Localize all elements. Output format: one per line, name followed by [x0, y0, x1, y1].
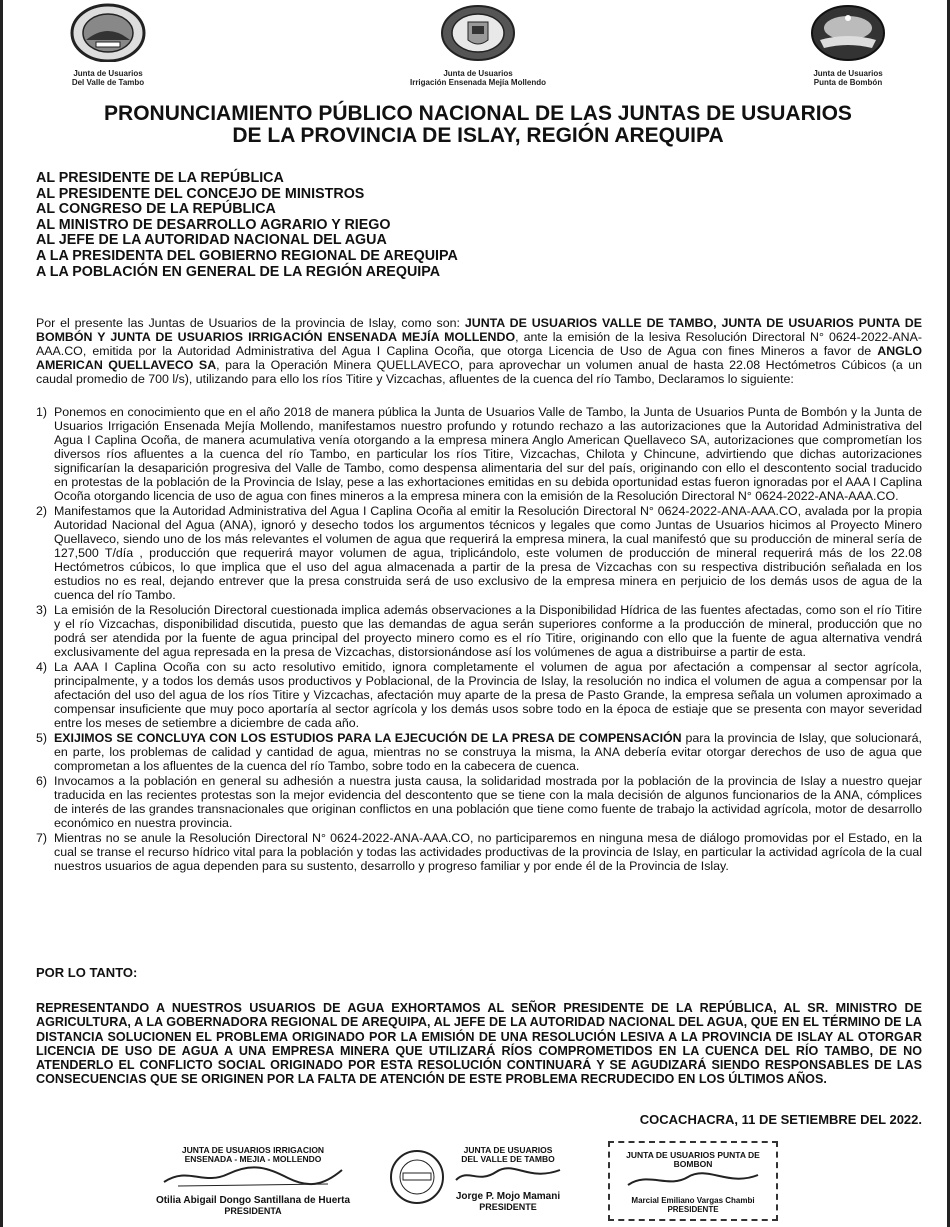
intro-bold-company: ANGLO AMERICAN QUELLAVECO SA [36, 344, 922, 372]
dateline: COCACHACRA, 11 DE SETIEMBRE DEL 2022. [639, 1112, 922, 1127]
point-item [36, 731, 922, 773]
point-text: Mientras no se anule la Resolución Directoral N° 0624-2022-ANA-AAA.CO, no participaremos en ninguna mesa de diálogo promovidas por el Estado, en la cual se transe el recurso hídrico vital para la población y todas las actividades productivas de la provincia de Islay, en particular la actividad agrícola de la cual nuestros usuarios de agua dependen para su sustento, desarrollo y progreso familiar y por ende él de la Provincia de Islay. [54, 831, 922, 873]
point-number: 6) [36, 774, 48, 788]
signatory-name: Marcial Emiliano Vargas Chambi [631, 1196, 755, 1205]
logo-caption-line1: Junta de Usuarios [813, 69, 883, 78]
signatory-role: PRESIDENTA [224, 1206, 282, 1216]
punta-de-bombon-seal-icon [808, 4, 888, 62]
point-item [36, 405, 922, 503]
point-text: Ponemos en conocimiento que en el año 2018 de manera pública la Junta de Usuarios Valle de Tambo, la Junta de Usuarios Punta de Bombón y la Junta de Usuarios Irrigación Ensenada Mejía Mollendo, manifestamos nuestro profundo y rotundo rechazo a las autorizaciones que la Autoridad Administrativa del Agua I Caplina Ocoña, de manera acumulativa venía otorgando a la empresa minera Anglo American Quellaveco SA, autorizaciones que comprometían los diversos ríos afluentes a la cuenca del río Tambo, en particular los ríos Titire, Vizcachas, Chilota y Chincune, advirtiendo que dichas autorizaciones significarían la desaparición progresiva del Valle de Tambo, como despensa alimentaria del sur del país, originando con ello el descontento social traducido en protestas de la población de la Provincia de Islay, pese a las exhortaciones emitidas en su debida oportunidad estas fueron ignoradas por el AAA I Caplina Ocoña otorgando licencia de uso de agua con fines mineros a la empresa minera con la emisión de la Resolución Directoral N° 0624-2022-ANA-AAA.CO. [54, 405, 922, 503]
signatory-name: Jorge P. Mojo Mamani [455, 1191, 561, 1202]
point-text: La emisión de la Resolución Directoral cuestionada implica además observaciones a la Disponibilidad Hídrica de las fuentes afectadas, como son el río Titire y el río Vizcachas, disponibilidad discutida, puesto que las demandas de agua serán superiores conforme a la producción de mineral, producción que no podrá ser atendida por la fuente de agua principal del proyecto minero como es el río Titire, originando con ello que la fuente de agua alternativa vendrá exclusivamente del agua represada en la presa de Vizcachas, distorsionándose así los volúmenes de agua a distribuirse a partir de esta. [54, 603, 922, 659]
valle-de-tambo-seal-icon [68, 2, 148, 62]
intro-text: , para la Operación Minera QUELLAVECO, para aprovechar un volumen anual de hasta 22.08 Hectómetros Cúbicos (a un caudal promedio de 700 l/s), utilizando para ello los ríos Titire y Vizcachas, afluentes de la cuenca del río Tambo, Declaramos lo siguiente: [36, 358, 923, 386]
point-number: 7) [36, 831, 48, 845]
document-title [3, 103, 950, 147]
point-text: para la provincia de Islay, que solucionará, en parte, los problemas de calidad y cantidad de agua, mientras no se construya la misma, la ANA debería evitar otorgar derechos de uso de agua que comprometan a los afluentes de la cuenca del río Tambo, sobre todo en la cabecera de cuenca. [54, 731, 922, 773]
ensenada-mejia-mollendo-seal-icon [438, 4, 518, 62]
point-text: Invocamos a la población en general su adhesión a nuestra justa causa, la solidaridad mostrada por la población de la provincia de Islay a nuestro quejar traducida en las recientes protestas son la mejor evidencia del descontento que se tiene con la mala decisión de algunos funcionarios de la ANA, cómplices de interés de las grandes transnacionales que originan conflictos en una población que tiene como fuente de trabajo la actividad agrícola, motor de desarrollo económico en nuestra provincia. [54, 774, 922, 830]
intro-bold-juntas: JUNTA DE USUARIOS VALLE DE TAMBO, JUNTA DE USUARIOS PUNTA DE BOMBÓN Y JUNTA DE USUARIOS IRRIGACIÓN ENSENADA MEJÍA MOLLENDO [36, 316, 922, 344]
signature-block-punta-bombon [608, 1141, 778, 1221]
recipients-list [36, 171, 458, 280]
point-number: 5) [36, 731, 48, 745]
point-number: 2) [36, 504, 48, 518]
stamp-line: DEL VALLE DE TAMBO [461, 1154, 555, 1164]
logo-caption-line2: Irrigación Ensenada Mejía Mollendo [409, 78, 547, 87]
recipient-line: A LA PRESIDENTA DEL GOBIERNO REGIONAL DE AREQUIPA [36, 247, 458, 264]
point-number: 1) [36, 405, 48, 419]
recipient-line: A LA POBLACIÓN EN GENERAL DE LA REGIÓN AREQUIPA [36, 263, 441, 280]
logo-caption-line1: Junta de Usuarios [73, 69, 143, 78]
round-stamp-icon [388, 1148, 446, 1206]
point-item [36, 774, 922, 830]
intro-paragraph [36, 316, 922, 386]
point-number: 3) [36, 603, 48, 617]
point-number: 4) [36, 660, 48, 674]
point-text: Manifestamos que la Autoridad Administrativa del Agua I Caplina Ocoña al emitir la Resolución Directoral N° 0624-2022-ANA-AAA.CO, avalada por la propia Autoridad Nacional del Agua (ANA), ignoró y desecho todos los argumentos técnicos y legales que como Juntas de Usuarios hicimos al Proyecto Minero Quellaveco, siendo uno de los más relevantes el volumen de agua que requerirá la empresa minera, la cual manifestó que su producción de mineral sería de 127,500 T/día , producción que requerirá mayor volumen de agua, triplicándolo, este volumen de producción de mineral requerirá más de los 22.08 Hectómetros cúbicos, lo que implica que el uso del agua almacenada a partir de la presa de Vizcachas con su respectiva distribución señalada en los estudios no es real, dejando entrever que la presa construida será de uso exclusivo de la empresa minera en perjuicio de los demás usos de agua de la cuenca del río Tambo. [54, 504, 922, 602]
signatory-role: PRESIDENTE [479, 1202, 537, 1212]
intro-text: Por el presente las Juntas de Usuarios de la provincia de Islay, como son: [36, 316, 465, 330]
title-line-1: PRONUNCIAMIENTO PÚBLICO NACIONAL DE LAS JUNTAS DE USUARIOS [104, 102, 852, 125]
point-text: La AAA I Caplina Ocoña con su acto resolutivo emitido, ignora completamente el volumen de agua por afectación a compensar al sector agrícola, principalmente, y a todos los demás usos productivos y Poblacional, de la Provincia de Islay, la resolución no indica el volumen de agua a compensar por la afectación del uso del agua de los ríos Titire y Vizcachas, afectación muy aparte de la presa de Pasto Grande, la empresa señala un volumen aproximado a compensar insuficiente que muy poco aportaría al sector agrícola y los demás usos sobre todo en la época de estiaje que se presenta con mayor severidad entre los meses de setiembre a diciembre de cada año. [54, 660, 922, 730]
recipient-line: AL CONGRESO DE LA REPÚBLICA [36, 201, 276, 218]
declaration-points [36, 405, 922, 874]
recipient-line: AL MINISTRO DE DESARROLLO AGRARIO Y RIEGO [36, 216, 391, 233]
point-item [36, 831, 922, 873]
point-item [36, 504, 922, 602]
recipient-line: AL JEFE DE LA AUTORIDAD NACIONAL DEL AGUA [36, 232, 387, 249]
handwritten-signature-icon [448, 1164, 568, 1186]
handwritten-signature-icon [618, 1169, 768, 1191]
title-line-2: DE LA PROVINCIA DE ISLAY, REGIÓN AREQUIPA [232, 124, 724, 147]
point-bold-text: EXIJIMOS SE CONCLUYA CON LOS ESTUDIOS PARA LA EJECUCIÓN DE LA PRESA DE COMPENSACIÓN [54, 731, 682, 745]
logo-caption-line1: Junta de Usuarios [443, 69, 513, 78]
signatory-name: Otilia Abigail Dongo Santillana de Huerta [155, 1195, 351, 1206]
section-heading: POR LO TANTO: [36, 965, 138, 980]
stamp-line: JUNTA DE USUARIOS [463, 1145, 553, 1155]
intro-text: , ante la emisión de la lesiva Resolución Directoral N° 0624-2022-ANA-AAA.CO, emitida por la Autoridad Administrativa del Agua I Caplina Ocoña, que otorga Licencia de Uso de Agua con fines Mineros a favor de [36, 330, 922, 358]
logo-caption-line2: Del Valle de Tambo [71, 78, 145, 87]
logo-punta-de-bombon [798, 4, 898, 87]
recipient-line: AL PRESIDENTE DE LA REPÚBLICA [36, 170, 284, 186]
logo-caption-line2: Punta de Bombón [813, 78, 883, 87]
point-item [36, 603, 922, 659]
logo-ensenada-mejia-mollendo [403, 4, 553, 87]
point-item [36, 660, 922, 730]
signature-block-valle-tambo [388, 1142, 573, 1218]
closing-paragraph: REPRESENTANDO A NUESTROS USUARIOS DE AGUA EXHORTAMOS AL SEÑOR PRESIDENTE DE LA REPÚBLICA, AL SR. MINISTRO DE AGRICULTURA, A LA GOBERNADORA REGIONAL DE AREQUIPA, AL JEFE DE LA AUTORIDAD NACIONAL DEL AGUA, QUE EN EL TÉRMINO DE LA DISTANCIA SOLUCIONEN EL PROBLEMA ORIGINADO POR LA EMISIÓN DE UNA RESOLUCIÓN LESIVA A LA PROVINCIA DE ISLAY AL OTORGAR LICENCIA DE USO DE AGUA A UNA EMPRESA MINERA QUE UTILIZARÁ RÍOS COMPROMETIDOS EN LA CUENCA DEL RÍO TAMBO, DE NO ATENDERLO EL CONFLICTO SOCIAL ORIGINADO POR ESTA RESOLUCIÓN CONTINUARÁ Y SE AGUDIZARÁ SIENDO RESPONSABLES DE LAS CONSECUENCIAS QUE SE ORIGINEN POR LA FALTA DE ATENCIÓN DE ESTE PROBLEMA RECRUDECIDO EN LOS ÚLTIMOS AÑOS. [36, 1001, 922, 1087]
stamp-line: JUNTA DE USUARIOS IRRIGACION [181, 1145, 325, 1155]
recipient-line: AL PRESIDENTE DEL CONCEJO DE MINISTROS [36, 185, 365, 202]
signatory-role: PRESIDENTE [667, 1205, 719, 1214]
logo-header [3, 0, 950, 92]
handwritten-signature-icon [158, 1164, 348, 1190]
logo-valle-de-tambo [58, 2, 158, 87]
stamp-line: JUNTA DE USUARIOS PUNTA DE BOMBON [626, 1150, 760, 1169]
stamp-line: ENSENADA - MEJIA - MOLLENDO [184, 1154, 322, 1164]
signature-block-ensenada [153, 1146, 353, 1216]
